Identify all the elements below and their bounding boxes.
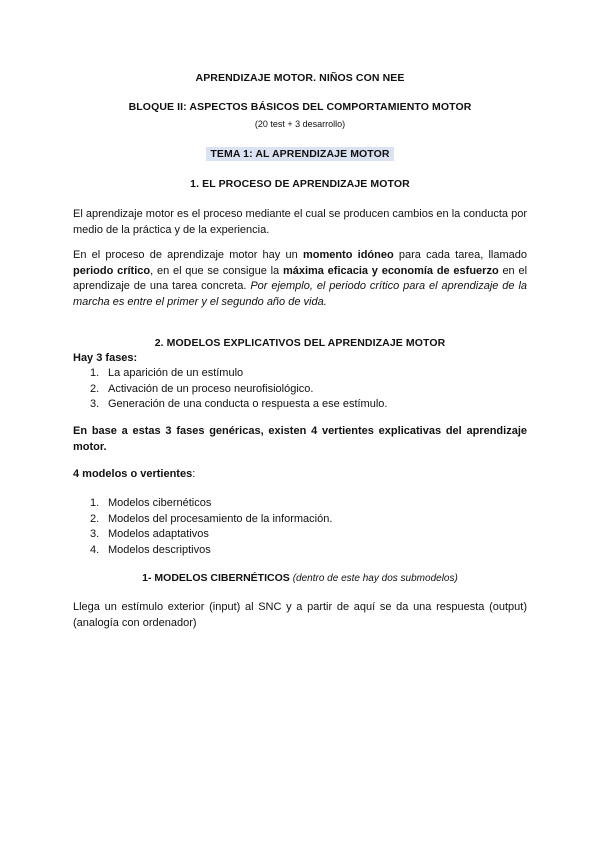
phases-label: Hay 3 fases:: [73, 352, 138, 364]
block-note: (20 test + 3 desarrollo): [254, 119, 346, 129]
phase-item-number: 1.: [90, 367, 100, 379]
topic-heading: [0, 148, 600, 160]
model-item-number: 3.: [90, 528, 100, 540]
phases-list: [73, 366, 527, 413]
model-item: [73, 543, 527, 559]
subsection1-heading: [0, 572, 600, 584]
para2-text-1: En el proceso de aprendizaje motor hay un: [73, 249, 303, 261]
models-label-text: 4 modelos o vertientes: [73, 468, 193, 480]
model-item-number: 2.: [90, 512, 100, 525]
section2-heading: 2. MODELOS EXPLICATIVOS DEL APRENDIZAJE MOTOR: [154, 337, 446, 349]
section1-heading: 1. EL PROCESO DE APRENDIZAJE MOTOR: [190, 178, 410, 190]
para2-italic-example: Por ejemplo, el periodo crítico para el aprendizaje de la marcha es entre el primer y el segundo año de vida.: [73, 280, 527, 308]
phase-item-text: Activación de un proceso neurofisiológico.: [108, 382, 314, 395]
document-title: APRENDIZAJE MOTOR. NIÑOS CON NEE: [195, 72, 405, 84]
para2-text-3: , en el que se consigue la: [150, 264, 283, 277]
model-item-text: Modelos cibernéticos: [108, 497, 212, 509]
model-item-text: Modelos descriptivos: [108, 543, 211, 556]
model-item-text: Modelos del procesamiento de la información.: [108, 512, 333, 525]
model-item: [73, 496, 527, 512]
model-item-number: 4.: [90, 543, 100, 556]
subsection1-note: (dentro de este hay dos submodelos): [292, 573, 458, 584]
para2-text-4: en el aprendizaje de una tarea concreta.: [73, 264, 528, 292]
phase-item: [73, 382, 527, 398]
subsection1-title: 1- MODELOS CIBERNÉTICOS: [142, 572, 290, 584]
model-item: [73, 512, 527, 528]
para2-bold-eficacia: máxima eficacia y economía de esfuerzo: [282, 264, 499, 277]
para2-text-2: para cada tarea, llamado: [393, 249, 527, 261]
phase-item: [73, 366, 527, 382]
subsection1-paragraph: Llega un estímulo exterior (input) al SNC y a partir de aquí se da una respuesta (output) (analogía con ordenador): [73, 601, 527, 629]
section1-paragraph-1: El aprendizaje motor es el proceso mediante el cual se producen cambios en la conducta por medio de la práctica y de la experiencia.: [73, 208, 527, 236]
phase-item-text: Generación de una conducta o respuesta a ese estímulo.: [108, 398, 388, 410]
phase-item-number: 3.: [90, 398, 100, 410]
model-item-text: Modelos adaptativos: [108, 528, 209, 540]
models-label: [73, 467, 527, 483]
para2-bold-momento: momento idóneo: [302, 249, 394, 261]
phase-item-number: 2.: [90, 382, 100, 395]
model-item: [73, 527, 527, 543]
bold-statement: En base a estas 3 fases genéricas, existen 4 vertientes explicativas del aprendizaje motor.: [73, 425, 527, 453]
phase-item: [73, 397, 527, 413]
section1-paragraph-2: [73, 248, 527, 310]
models-label-colon: :: [192, 468, 196, 480]
block-heading: BLOQUE II: ASPECTOS BÁSICOS DEL COMPORTAMIENTO MOTOR: [128, 101, 472, 113]
model-item-number: 1.: [90, 497, 100, 509]
phase-item-text: La aparición de un estímulo: [108, 367, 244, 379]
models-list: [73, 496, 527, 558]
para2-bold-periodo: periodo crítico: [73, 264, 151, 277]
topic-highlight: TEMA 1: AL APRENDIZAJE MOTOR: [206, 147, 393, 161]
